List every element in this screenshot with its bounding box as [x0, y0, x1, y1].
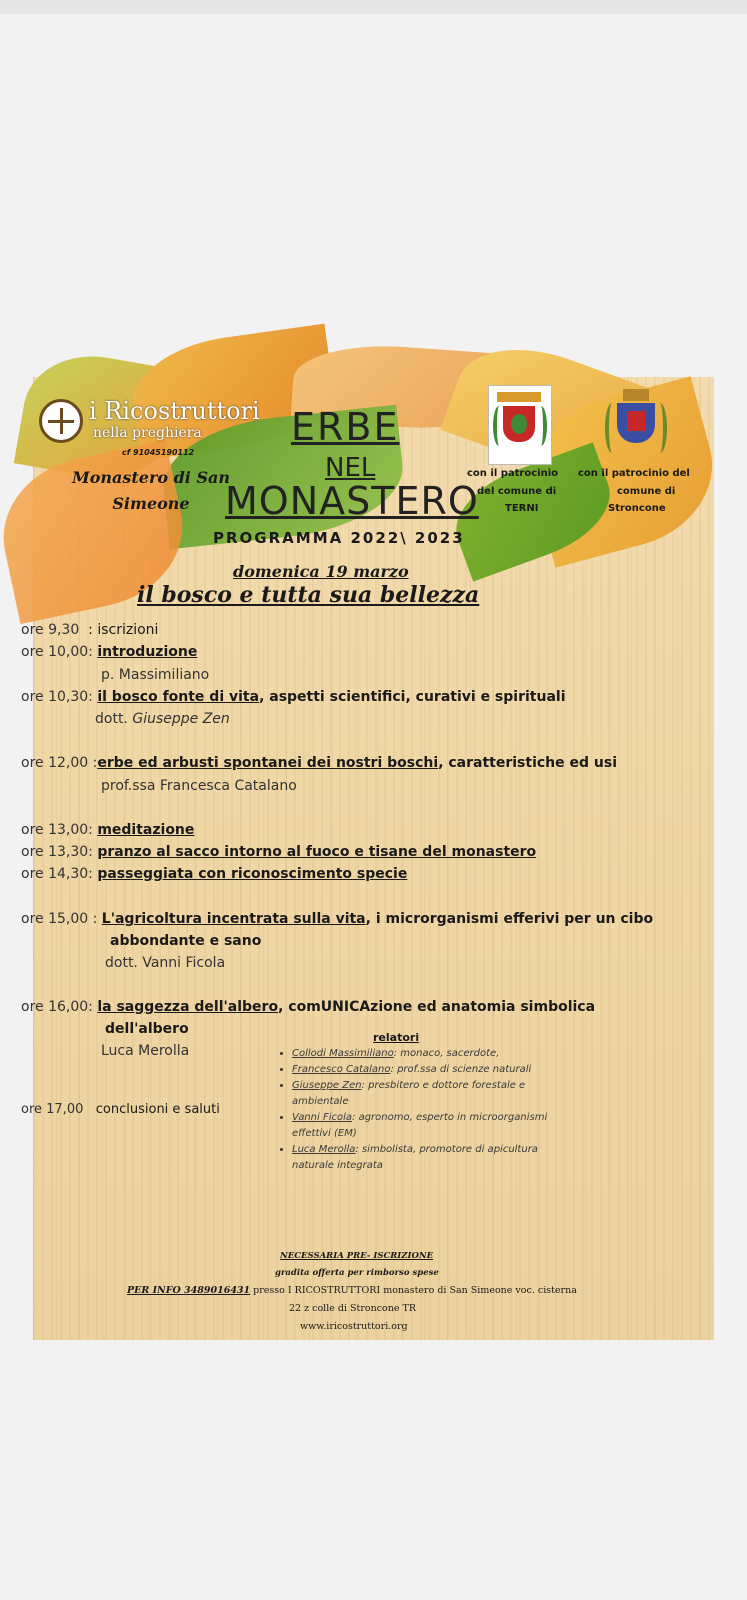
- patronage-terni-line3: TERNI: [505, 503, 539, 514]
- relatori-item: • Collodi Massimiliano: monaco, sacerdote,: [292, 1046, 568, 1062]
- footer-registration: NECESSARIA PRE- ISCRIZIONE: [280, 1251, 434, 1261]
- organizer-name: i Ricostruttori: [89, 397, 260, 425]
- schedule-time: ore 9,30: [21, 622, 80, 638]
- event-poster: [21, 377, 714, 1340]
- terni-crest-icon: [488, 385, 552, 465]
- schedule-title: pranzo al sacco intorno al fuoco e tisane del monastero: [97, 844, 537, 860]
- schedule-item: [21, 644, 197, 660]
- schedule-time: ore 15,00 :: [21, 911, 98, 927]
- patronage-stroncone-line3: Stroncone: [608, 503, 666, 514]
- patronage-stroncone-line1: con il patrocinio del: [578, 468, 690, 479]
- status-bar: [0, 0, 747, 14]
- event-title-line3: MONASTERO: [225, 479, 479, 523]
- relatori-item: • Vanni Ficola: agronomo, esperto in microorganismi effettivi (EM): [292, 1110, 568, 1142]
- schedule-item: [21, 822, 194, 838]
- schedule-speaker: dott. Giuseppe Zen: [95, 711, 230, 727]
- stroncone-crest-icon: [603, 389, 669, 465]
- relatori-list: [278, 1046, 568, 1174]
- schedule-title: il bosco fonte di vita: [97, 689, 260, 705]
- schedule-item: ore 12,00 :erbe ed arbusti spontanei dei nostri boschi, caratteristiche ed usi: [21, 755, 618, 771]
- schedule-title: la saggezza dell'albero: [97, 999, 279, 1015]
- schedule-speaker: Luca Merolla: [101, 1043, 190, 1059]
- footer-offer: gradita offerta per rimborso spese: [275, 1268, 439, 1278]
- schedule-time: ore 12,00 :: [21, 755, 98, 771]
- schedule-time: ore 10,30:: [21, 689, 93, 705]
- footer-address: 22 z colle di Stroncone TR: [289, 1303, 417, 1314]
- schedule-title: meditazione: [97, 822, 195, 838]
- relatori-heading: relatori: [373, 1031, 420, 1044]
- schedule-speaker: p. Massimiliano: [101, 667, 210, 683]
- event-subtitle: il bosco e tutta sua bellezza: [137, 582, 480, 608]
- schedule-time: ore 14,30:: [21, 866, 93, 882]
- ricostruttori-logo-icon: [39, 399, 83, 443]
- schedule-item: [21, 844, 536, 860]
- schedule-title: conclusioni e saluti: [95, 1102, 220, 1117]
- footer-info: PER INFO 3489016431 presso I RICOSTRUTTORI monastero di San Simeone voc. cisterna: [127, 1285, 577, 1296]
- schedule-item: ore 10,30: il bosco fonte di vita, aspetti scientifici, curativi e spirituali: [21, 689, 566, 705]
- schedule-speaker: prof.ssa Francesca Catalano: [101, 778, 297, 794]
- event-title-line2: NEL: [325, 453, 376, 483]
- patronage-terni-line2: del comune di: [477, 486, 557, 497]
- schedule-time: ore 13,30:: [21, 844, 93, 860]
- schedule-item: [21, 866, 407, 882]
- schedule-title: erbe ed arbusti spontanei dei nostri boschi: [97, 755, 439, 771]
- schedule-title: iscrizioni: [97, 622, 159, 638]
- patronage-terni-line1: con il patrocinio: [467, 468, 558, 479]
- relatori-item: • Francesco Catalano: prof.ssa di scienze naturali: [292, 1062, 568, 1078]
- schedule-continuation: abbondante e sano: [110, 933, 262, 949]
- monastery-name: Monastero di San Simeone: [71, 468, 231, 513]
- organizer-subtitle: nella preghiera: [93, 425, 202, 441]
- event-date: domenica 19 marzo: [233, 562, 409, 581]
- schedule-time: ore 13,00:: [21, 822, 93, 838]
- programma-label: PROGRAMMA 2022\ 2023: [213, 529, 465, 547]
- schedule-time: ore 17,00: [21, 1102, 84, 1117]
- schedule-item: ore 16,00: la saggezza dell'albero, comUNICAzione ed anatomia simbolica: [21, 999, 596, 1015]
- organizer-cf: cf 91045190112: [122, 448, 195, 457]
- schedule-speaker: dott. Vanni Ficola: [105, 955, 226, 971]
- schedule-title: passeggiata con riconoscimento specie: [97, 866, 408, 882]
- schedule-continuation: dell'albero: [105, 1021, 189, 1037]
- schedule-title: introduzione: [97, 644, 198, 660]
- relatori-item: • Giuseppe Zen: presbitero e dottore forestale e ambientale: [292, 1078, 568, 1110]
- schedule-title: L'agricoltura incentrata sulla vita: [101, 911, 366, 927]
- footer-website: www.iricostruttori.org: [300, 1321, 408, 1332]
- schedule-time: ore 10,00:: [21, 644, 93, 660]
- schedule-time: ore 16,00:: [21, 999, 93, 1015]
- schedule-item: [21, 1102, 220, 1117]
- schedule-item: ore 9,30 : iscrizioni: [21, 622, 159, 638]
- schedule-item: ore 15,00 : L'agricoltura incentrata sulla vita, i microrganismi efferivi per un cibo: [21, 911, 654, 927]
- relatori-item: • Luca Merolla: simbolista, promotore di apicultura naturale integrata: [292, 1142, 568, 1174]
- event-title-line1: ERBE: [291, 405, 400, 449]
- patronage-stroncone-line2: comune di: [617, 486, 676, 497]
